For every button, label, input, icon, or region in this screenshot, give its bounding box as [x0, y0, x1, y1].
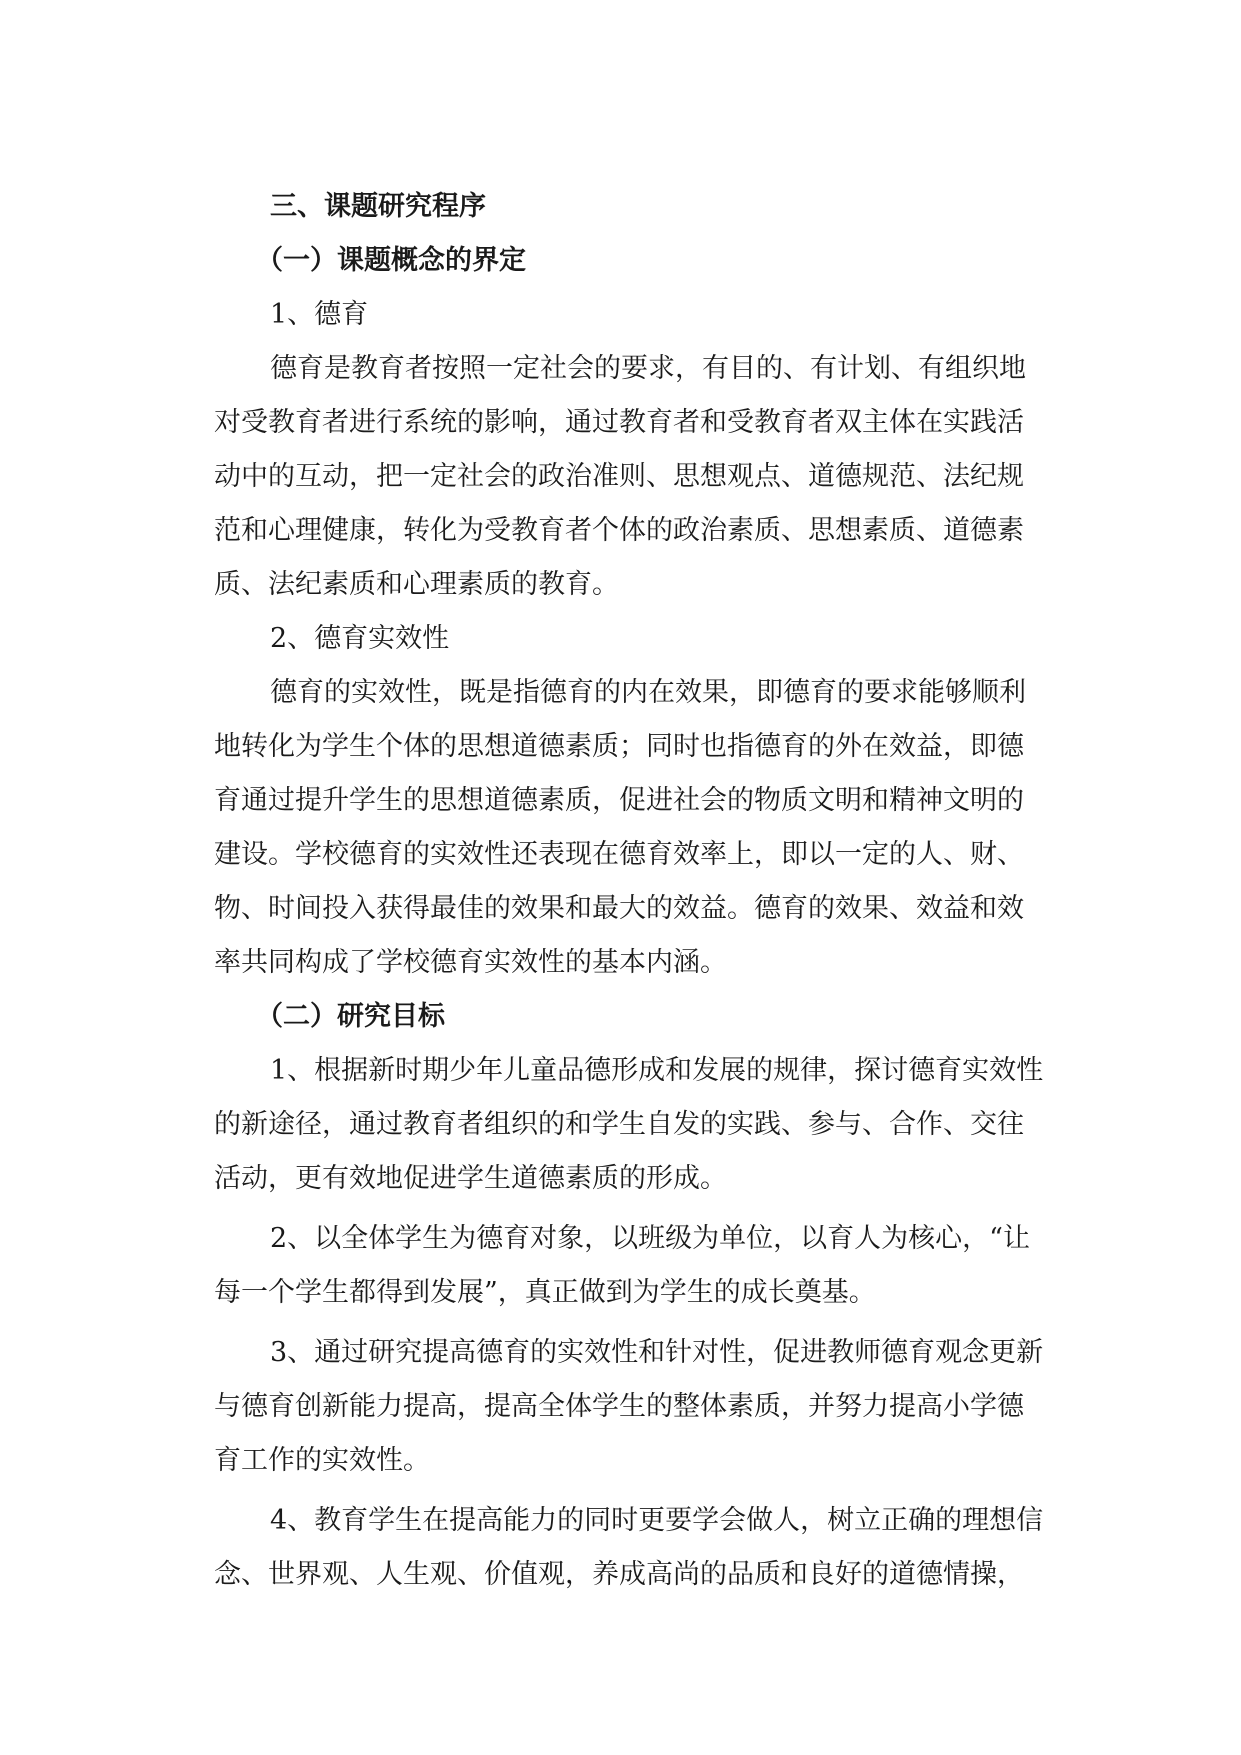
section-title: 三、课题研究程序 [270, 191, 486, 222]
paragraph-line: 动中的互动，把一定社会的政治准则、思想观点、道德规范、法纪规 [214, 461, 1024, 492]
paragraph-line: 德育的实效性，既是指德育的内在效果，即德育的要求能够顺利 [270, 677, 1026, 708]
subsection-title-2: （二）研究目标 [256, 1001, 445, 1032]
subsection-title-1: （一）课题概念的界定 [256, 245, 526, 276]
paragraph-line: 育工作的实效性。 [214, 1445, 430, 1476]
paragraph-line: 念、世界观、人生观、价值观，养成高尚的品质和良好的道德情操， [214, 1559, 1024, 1590]
paragraph-line: 活动，更有效地促进学生道德素质的形成。 [214, 1163, 727, 1194]
goal-paragraph-3 [214, 1326, 1086, 1488]
paragraph-line: 德育是教育者按照一定社会的要求，有目的、有计划、有组织地 [270, 353, 1026, 384]
paragraph-moral-education [214, 342, 1086, 612]
paragraph-line: 的新途径，通过教育者组织的和学生自发的实践、参与、合作、交往 [214, 1109, 1024, 1140]
paragraph-line: 3、通过研究提高德育的实效性和针对性，促进教师德育观念更新 [270, 1337, 1044, 1368]
paragraph-line: 1、根据新时期少年儿童品德形成和发展的规律，探讨德育实效性 [270, 1055, 1044, 1086]
paragraph-line: 育通过提升学生的思想道德素质，促进社会的物质文明和精神文明的 [214, 785, 1024, 816]
paragraph-line: 质、法纪素质和心理素质的教育。 [214, 569, 619, 600]
paragraph-line: 与德育创新能力提高，提高全体学生的整体素质，并努力提高小学德 [214, 1391, 1024, 1422]
paragraph-line: 2、以全体学生为德育对象，以班级为单位，以育人为核心，“让 [270, 1223, 1030, 1254]
paragraph-line: 范和心理健康，转化为受教育者个体的政治素质、思想素质、道德素 [214, 515, 1024, 546]
paragraph-line: 建设。学校德育的实效性还表现在德育效率上，即以一定的人、财、 [214, 839, 1024, 870]
item-title-2: 2、德育实效性 [270, 623, 450, 654]
item-title-1: 1、德育 [270, 299, 369, 330]
paragraph-line: 地转化为学生个体的思想道德素质；同时也指德育的外在效益，即德 [214, 731, 1024, 762]
paragraph-line: 率共同构成了学校德育实效性的基本内涵。 [214, 947, 727, 978]
paragraph-line: 物、时间投入获得最佳的效果和最大的效益。德育的效果、效益和效 [214, 893, 1024, 924]
paragraph-line: 对受教育者进行系统的影响，通过教育者和受教育者双主体在实践活 [214, 407, 1024, 438]
goal-paragraph-1 [214, 1044, 1086, 1206]
paragraph-effectiveness [214, 666, 1086, 990]
paragraph-line: 每一个学生都得到发展”，真正做到为学生的成长奠基。 [214, 1277, 876, 1308]
goal-paragraph-2 [214, 1212, 1086, 1320]
document-body [214, 180, 1086, 1602]
goal-paragraph-4 [214, 1494, 1086, 1602]
paragraph-line: 4、教育学生在提高能力的同时更要学会做人，树立正确的理想信 [270, 1505, 1044, 1536]
